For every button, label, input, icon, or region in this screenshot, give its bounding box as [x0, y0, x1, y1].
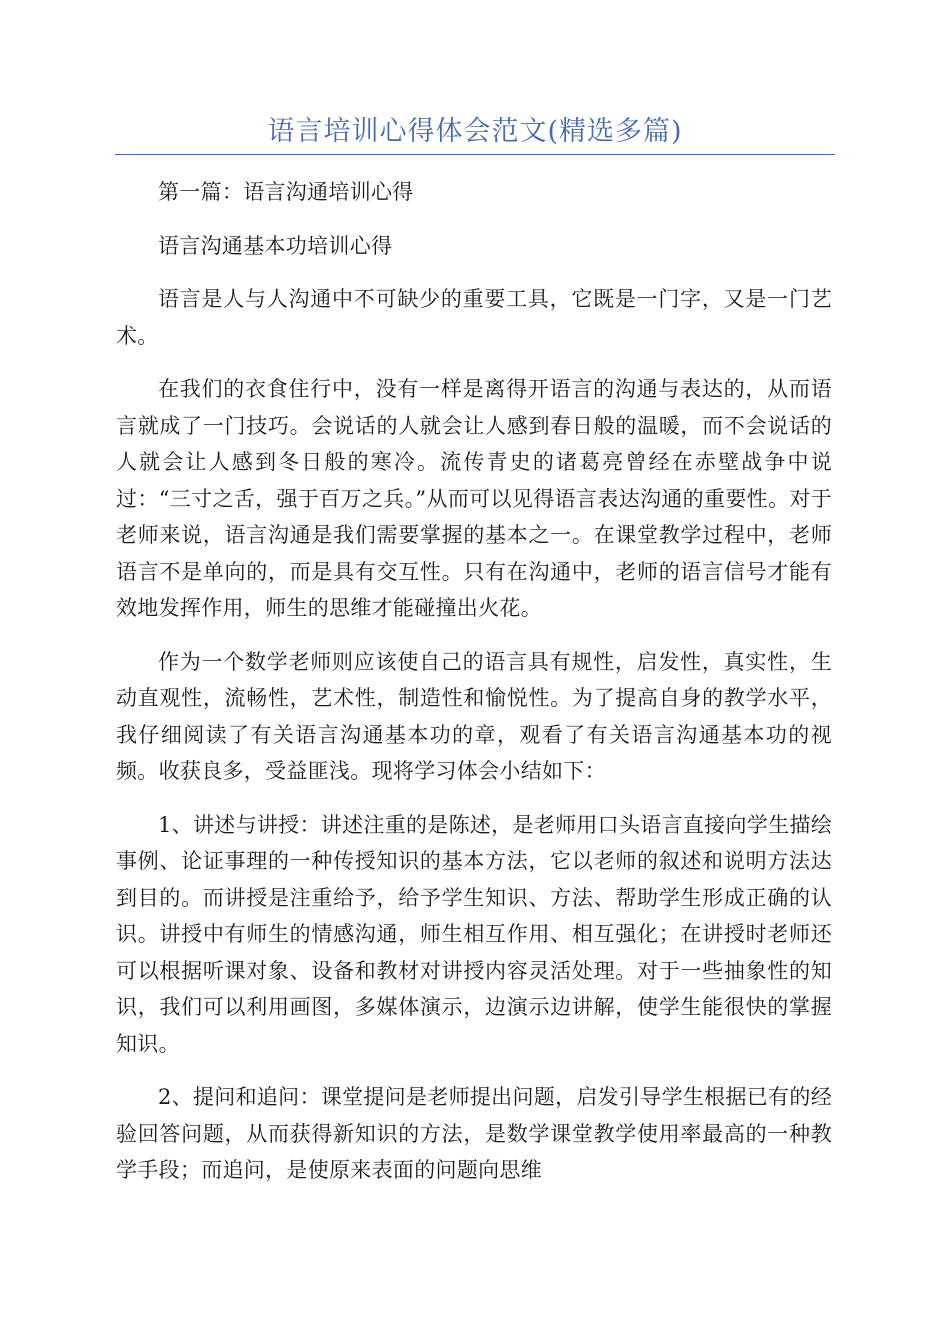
- paragraph: 1、讲述与讲授：讲述注重的是陈述，是老师用口头语言直接向学生描绘事例、论证事理的一种传授知识的基本方法，它以老师的叙述和说明方法达到目的。而讲授是注重给予，给予学生知识、方法、帮助学生形成正确的认识。讲授中有师生的情感沟通，师生相互作用、相互强化；在讲授时老师还可以根据听课对象、设备和教材对讲授内容灵活处理。对于一些抽象性的知识，我们可以利用画图，多媒体演示，边演示边讲解，使学生能很快的掌握知识。: [116, 812, 832, 1056]
- paragraph: 语言是人与人沟通中不可缺少的重要工具，它既是一门字，又是一门艺术。: [116, 287, 832, 348]
- section-heading: 第一篇：语言沟通培训心得: [158, 180, 414, 204]
- document-body: [116, 174, 832, 1206]
- paragraph: 作为一个数学老师则应该使自己的语言具有规性，启发性，真实性，生动直观性，流畅性，艺术性，制造性和愉悦性。为了提高自身的教学水平，我仔细阅读了有关语言沟通基本功的章，观看了有关语言沟通基本功的视频。收获良多，受益匪浅。现将学习体会小结如下：: [116, 649, 832, 783]
- document-title: 语言培训心得体会范文(精选多篇): [267, 116, 683, 147]
- title-underline: [115, 154, 835, 155]
- paragraph: 2、提问和追问：课堂提问是老师提出问题，启发引导学生根据已有的经验回答问题，从而获得新知识的方法，是数学课堂教学使用率最高的一种教学手段；而追问，是使原来表面的问题向思维: [116, 1085, 832, 1182]
- subheading: 语言沟通基本功培训心得: [158, 233, 393, 258]
- paragraph: 在我们的衣食住行中，没有一样是离得开语言的沟通与表达的，从而语言就成了一门技巧。会说话的人就会让人感到春日般的温暖，而不会说话的人就会让人感到冬日般的寒冷。流传青史的诸葛亮曾经在赤壁战争中说过：“三寸之舌，强于百万之兵。”从而可以见得语言表达沟通的重要性。对于老师来说，语言沟通是我们需要掌握的基本之一。在课堂教学过程中，老师语言不是单向的，而是具有交互性。只有在沟通中，老师的语言信号才能有效地发挥作用，师生的思维才能碰撞出火花。: [116, 377, 832, 620]
